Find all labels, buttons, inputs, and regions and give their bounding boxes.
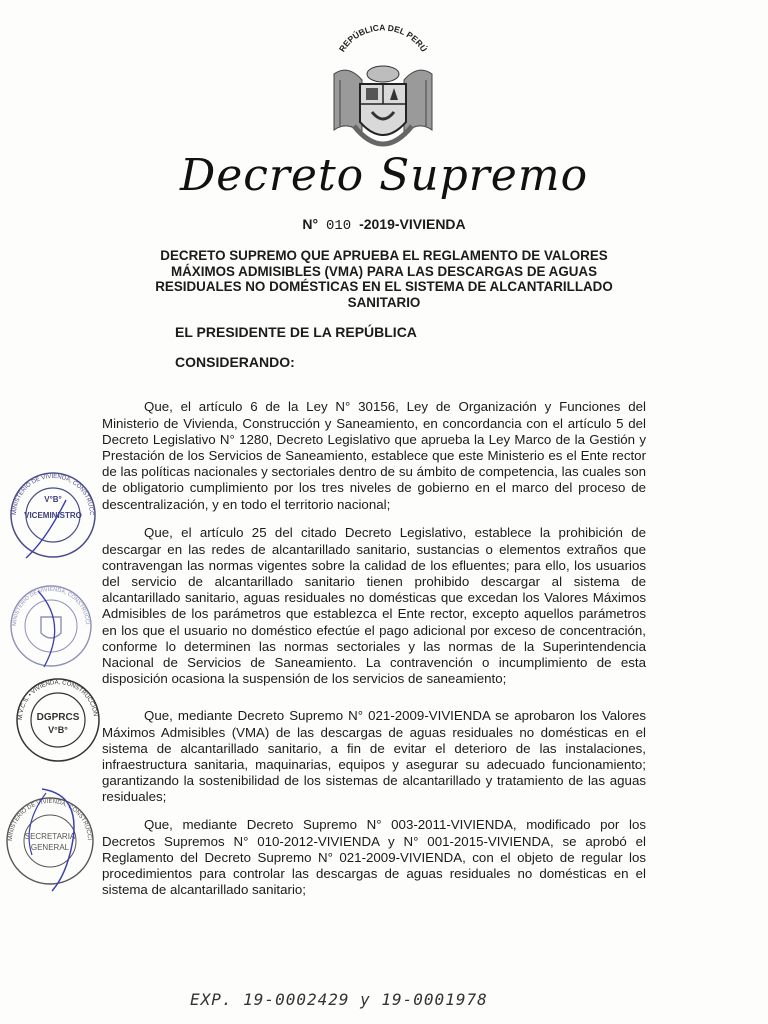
decree-number-value: 010: [325, 218, 352, 234]
peru-coat-of-arms: [318, 22, 448, 157]
stamp-ring-text: MINISTERIO DE VIVIENDA, CONSTRUCC: [11, 473, 95, 516]
viceministro-stamp: [6, 470, 100, 560]
title-line: DECRETO SUPREMO QUE APRUEBA EL REGLAMENTO DE VALORES: [160, 248, 608, 263]
body-paragraph: Que, el artículo 6 de la Ley N° 30156, Ley de Organización y Funciones del Ministerio de Vivienda, Construcción y Saneamiento, en concordancia con el artículo 5 del Decreto Legislativo N° 1280, Decreto Legislativo que aprueba la Ley Marco de la Gestión y Prestación de los Servicios de Saneamiento, establece que este Ministerio es el Ente rector de las políticas nacionales y sectoriales dentro de su ámbito de competencia, las cuales son de obligatorio cumplimiento por los tres niveles de gobierno en el marco del proceso de descentralización, y en todo el territorio nacional;: [102, 399, 646, 512]
decree-number-suffix: -2019-VIVIENDA: [359, 216, 466, 232]
decree-script-title: Decreto Supremo: [179, 150, 589, 201]
svg-text:MINISTERIO DE VIVIENDA, CONSTR: [8, 583, 90, 626]
title-line: MÁXIMOS ADMISIBLES (VMA) PARA LAS DESCARGAS DE AGUAS: [170, 263, 598, 279]
stamp-ring-text: M.V.C.S. • VIVIENDA, CONSTRUCCIÓN: [17, 679, 98, 721]
dgprcs-stamp: [14, 676, 102, 764]
stamp-inner-top: DGPRCS: [36, 712, 80, 723]
stamp-inner-bottom: GENERAL: [30, 843, 70, 852]
title-line: SANITARIO: [347, 294, 421, 310]
stamp-inner-top: V°B°: [44, 495, 62, 504]
seal-caption: REPÚBLICA DEL PERÚ: [336, 22, 430, 54]
svg-text:MINISTERIO DE VIVIENDA, CONSTR: [6, 470, 94, 516]
document-title: [120, 248, 648, 310]
signature-stroke: [26, 500, 66, 558]
title-line: RESIDUALES NO DOMÉSTICAS EN EL SISTEMA DE ALCANTARILLADO: [155, 279, 613, 295]
stamp-inner-bottom: V°B°: [48, 725, 68, 735]
stamp-inner-top: SECRETARIA: [24, 832, 76, 841]
body-paragraph: Que, mediante Decreto Supremo N° 003-2011-VIVIENDA, modificado por los Decretos Supremos N° 010-2012-VIVIENDA y N° 001-2015-VIVIENDA, se aprobó el Reglamento del Decreto Supremo N° 021-2009-VIVIENDA, con el objeto de regular los procedimientos para controlar las descargas de aguas residuales no domésticas en el sistema de alcantarillado sanitario;: [102, 817, 646, 898]
decree-number-prefix: N°: [302, 216, 319, 232]
body-paragraph: Que, mediante Decreto Supremo N° 021-2009-VIVIENDA se aprobaron los Valores Máximos Admisibles (VMA) de las descargas de aguas residuales no domésticas en el sistema de alcantarillado sanitario, a fin de evitar el deterioro de las instalaciones, infraestructura sanitaria, maquinarias, equipos y asegurar su adecuado funcionamiento; garantizando la sostenibilidad de los sistemas de alcantarillado y tratamiento de las aguas residuales;: [102, 708, 646, 805]
ministry-seal-stamp: [8, 583, 94, 669]
considerando-heading: CONSIDERANDO:: [175, 354, 295, 370]
svg-text:REPÚBLICA DEL PERÚ: [337, 22, 430, 53]
stamp-ring-text: MINISTERIO DE VIVIENDA, CONSTRUCCI: [11, 586, 90, 627]
body-paragraph: Que, el artículo 25 del citado Decreto Legislativo, establece la prohibición de descargar en las redes de alcantarillado sanitario, sustancias o elementos extraños que contravengan las normas vigentes sobre la calidad de los efluentes; para ello, los usuarios del servicio de alcantarillado sanitario tienen prohibido descargar al sistema de alcantarillado sanitario, aguas residuales no domésticas que excedan los Valores Máximos Admisibles de los parámetros que establezca el Ente rector, excepto aquellos parámetros en los que el usuario no doméstico efectúe el pago adicional por exceso de concentración, conforme lo determinen las normas sectoriales y las normas de la Superintendencia Nacional de Servicios de Saneamiento. La contravención o incumplimiento de esta disposición ocasiona la suspensión de los servicios de saneamiento;: [102, 525, 646, 687]
decree-number: [0, 216, 768, 234]
handwritten-file-note: EXP. 19-0002429 y 19-0001978: [190, 990, 488, 1009]
stamp-inner-bottom: VICEMINISTRO: [24, 511, 82, 520]
president-heading: EL PRESIDENTE DE LA REPÚBLICA: [175, 324, 417, 340]
shield-icon: [41, 617, 61, 638]
stamp-ring-text: MINISTERIO DE VIVIENDA, CONSTRUCCI: [7, 798, 92, 842]
secretaria-general-stamp: [2, 785, 98, 895]
